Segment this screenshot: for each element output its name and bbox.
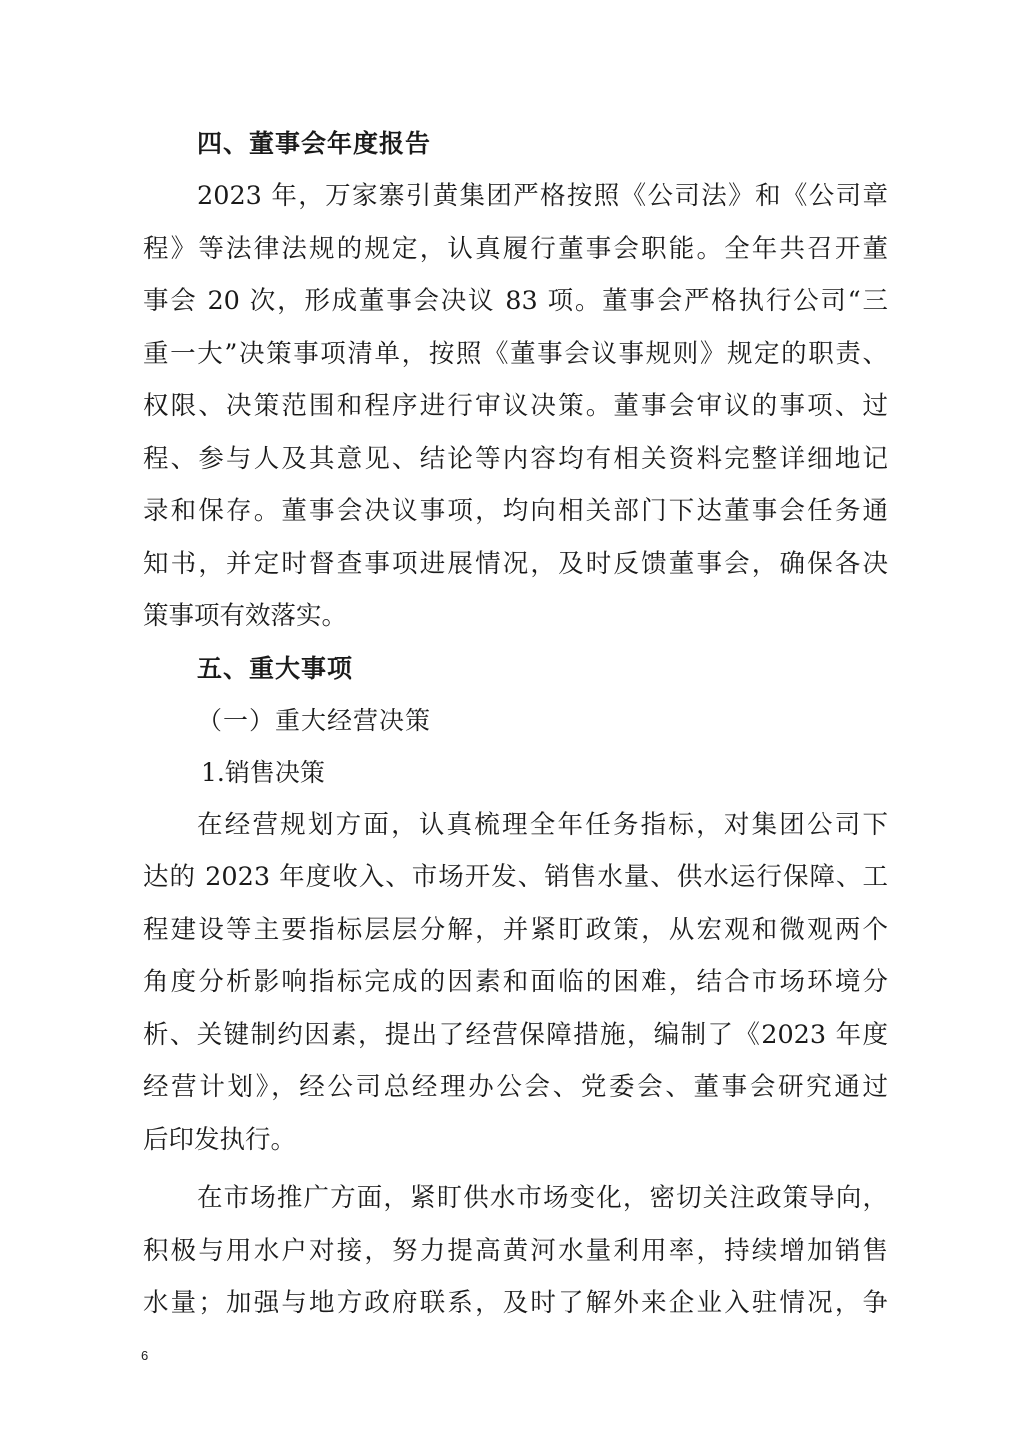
paragraph-line: 重一大”决策事项清单，按照《董事会议事规则》规定的职责、 (143, 338, 888, 369)
section-4-heading: 四、董事会年度报告 (197, 129, 432, 158)
paragraph-line: 2023 年，万家寨引黄集团严格按照《公司法》和《公司章 (197, 181, 888, 211)
paragraph-line: 在市场推广方面，紧盯供水市场变化，密切关注政策导向， (197, 1183, 888, 1213)
paragraph-line: 程、参与人及其意见、结论等内容均有相关资料完整详细地记 (143, 443, 888, 474)
paragraph-line: 程》等法律法规的规定，认真履行董事会职能。全年共召开董 (143, 233, 888, 264)
paragraph-line: 后印发执行。 (143, 1124, 297, 1155)
paragraph-line: 析、关键制约因素，提出了经营保障措施，编制了《2023 年度 (143, 1019, 888, 1050)
paragraph-line: 事会 20 次，形成董事会决议 83 项。董事会严格执行公司“三 (143, 286, 888, 316)
paragraph-line: 水量；加强与地方政府联系，及时了解外来企业入驻情况，争 (143, 1288, 888, 1318)
section-5-heading: 五、重大事项 (197, 653, 354, 683)
paragraph-line: 达的 2023 年度收入、市场开发、销售水量、供水运行保障、工 (143, 862, 888, 892)
page-number: 6 (141, 1348, 149, 1363)
paragraph-line: 策事项有效落实。 (143, 601, 348, 631)
section-5-paragraph-1 (143, 799, 888, 1167)
section-5-subheading: （一）重大经营决策 (197, 705, 432, 735)
section-5-paragraph-2 (143, 1172, 888, 1330)
paragraph-line: 权限、决策范围和程序进行审议决策。董事会审议的事项、过 (143, 391, 888, 421)
paragraph-line: 在经营规划方面，认真梳理全年任务指标，对集团公司下 (197, 809, 888, 840)
paragraph-line: 经营计划》，经公司总经理办公会、党委会、董事会研究通过 (143, 1072, 888, 1102)
page-content (143, 118, 888, 1330)
paragraph-line: 积极与用水户对接，努力提高黄河水量利用率，持续增加销售 (143, 1235, 888, 1266)
section-4-paragraph (143, 170, 888, 643)
paragraph-line: 知书，并定时督查事项进展情况，及时反馈董事会，确保各决 (143, 548, 888, 579)
paragraph-line: 角度分析影响指标完成的因素和面临的困难，结合市场环境分 (143, 967, 888, 997)
item-title: 1.销售决策 (201, 757, 325, 787)
paragraph-line: 录和保存。董事会决议事项，均向相关部门下达董事会任务通 (143, 496, 888, 526)
paragraph-line: 程建设等主要指标层层分解，并紧盯政策，从宏观和微观两个 (143, 914, 888, 945)
